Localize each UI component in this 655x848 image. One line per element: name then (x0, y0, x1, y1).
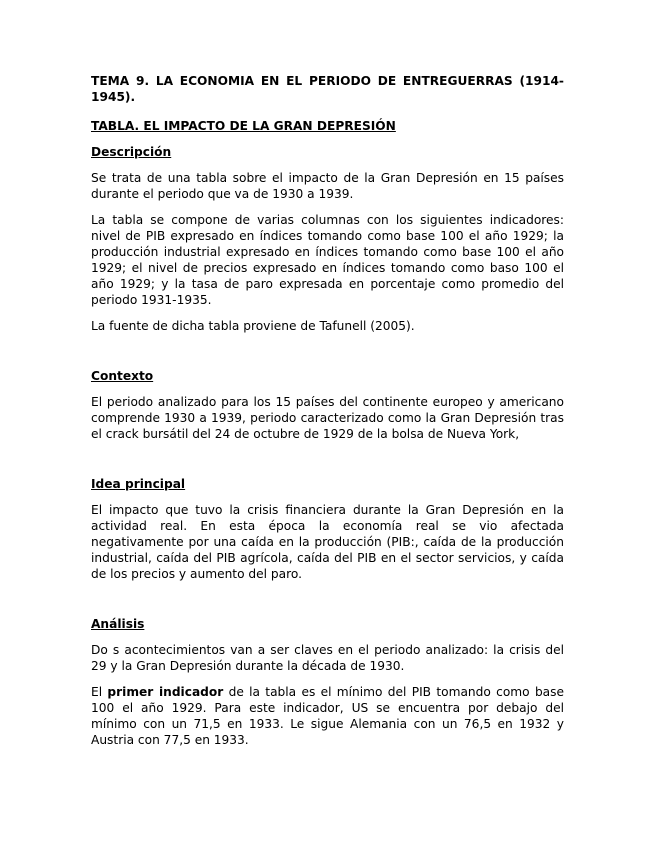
descripcion-paragraph-2: La tabla se compone de varias columnas con los siguientes indicadores: nivel de PIB expresado en índices tomando como base 100 el año 1929; la producción industrial expresado en índices tomando como base 100 el año 1929; el nivel de precios expresado en índices tomando como baso 100 el año 1929; y la tasa de paro expresada en porcentaje como promedio del periodo 1931-1935. (91, 213, 564, 307)
analisis-p2-post: de la tabla es el mínimo del PIB tomando como base 100 el año 1929. Para este indicador, US se encuentra por debajo del mínimo con un 71,5 en 1933. Le sigue Alemania con un 76,5 en 1932 y Austria con 77,5 en 1933. (91, 685, 564, 747)
heading-contexto: Contexto (91, 369, 154, 383)
document-title: TEMA 9. LA ECONOMIA EN EL PERIODO DE ENTREGUERRAS (1914-1945). (91, 74, 564, 104)
analisis-p2-bold: primer indicador (107, 685, 224, 699)
descripcion-paragraph-3: La fuente de dicha tabla proviene de Tafunell (2005). (91, 319, 415, 333)
contexto-paragraph-1: El periodo analizado para los 15 países del continente europeo y americano comprende 1930 a 1939, periodo caracterizado como la Gran Depresión tras el crack bursátil del 24 de octubre de 1929 de la bolsa de Nueva York, (91, 395, 564, 441)
analisis-paragraph-1: Do s acontecimientos van a ser claves en el periodo analizado: la crisis del 29 y la Gran Depresión durante la década de 1930. (91, 643, 564, 673)
document-subtitle: TABLA. EL IMPACTO DE LA GRAN DEPRESIÓN (91, 119, 396, 133)
heading-analisis: Análisis (91, 617, 145, 631)
idea-principal-paragraph-1: El impacto que tuvo la crisis financiera durante la Gran Depresión en la actividad real. En esta época la economía real se vio afectada negativamente por una caída en la producción (PIB:, caída de la producción industrial, caída del PIB agrícola, caída del PIB en el sector servicios, y caída de los precios y aumento del paro. (91, 503, 564, 581)
heading-descripcion: Descripción (91, 145, 172, 159)
analisis-paragraph-2 (91, 684, 564, 748)
descripcion-paragraph-1: Se trata de una tabla sobre el impacto de la Gran Depresión en 15 países durante el periodo que va de 1930 a 1939. (91, 171, 564, 201)
analisis-p2-pre: El (91, 685, 108, 699)
heading-idea-principal: Idea principal (91, 477, 186, 491)
